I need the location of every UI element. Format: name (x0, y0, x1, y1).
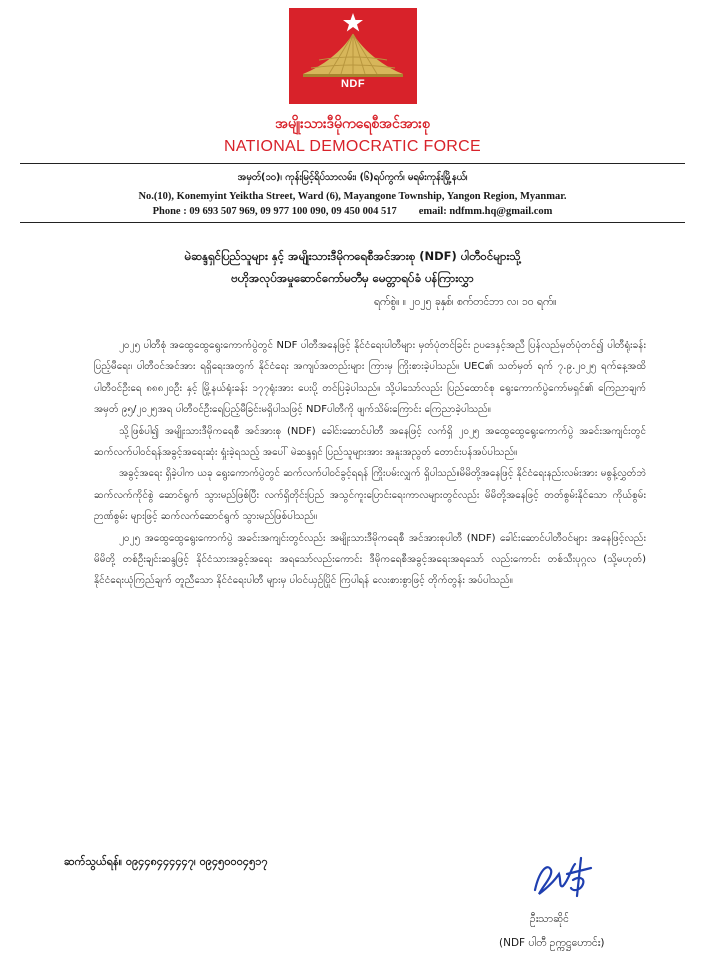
address-english: No.(10), Konemyint Yeiktha Street, Ward (6), Mayangone Township, Yangon Region, Myanmar. (138, 191, 567, 202)
email-address: email: ndfmm.hq@gmail.com (418, 206, 553, 217)
contact-phone: ဆက်သွယ်ရန်။ ၀၉၄၄၈၄၄၄၄၄၇၊ ၀၉၄၅၀၀၀၄၅၁၇ (64, 855, 268, 868)
header-divider-bottom (20, 222, 685, 223)
letter-title-line-1: မဲဆန္ဒရှင်ပြည်သူများ နှင့် အမျိုးသားဒီမိုကရေစီအင်အားစု (NDF) ပါတီဝင်များသို့ (184, 249, 521, 263)
header-divider-top (20, 163, 685, 164)
letter-body (94, 335, 646, 592)
phone-numbers: Phone : 09 693 507 969, 09 977 100 090, 09 450 004 517 (152, 206, 397, 217)
signer-title: (NDF ပါတီ ဥက္ကဋ္ဌဟောင်း) (499, 937, 605, 949)
signature-image (525, 850, 605, 905)
body-paragraph: အခွင့်အရေး ရှိခဲ့ပါက ယခု ရွေးကောက်ပွဲတွင် ဆက်လက်ပါဝင်ခွင့်ရရန် ကြိုးပမ်းလျှက် ရှိပါသည်။မိမိတို့အနေဖြင့် နိုင်ငံရေးနည်းလမ်းအား မစွန့်လွှတ်ဘဲ ဆက်လက်ကိုင်စွဲ ဆောင်ရွက် သွားမည်ဖြစ်ပြီး လက်ရှိတိုင်းပြည် အသွင်ကူးပြောင်းရေးကာလများတွင်လည်း မိမိတို့အနေဖြင့် တတ်စွမ်းနိုင်သော ကိုယ်စွမ်းဉာဏ်စွမ်း များဖြင့် ဆက်လက်ဆောင်ရွက် သွားမည်ဖြစ်ပါသည်။ (94, 468, 646, 523)
ndf-logo (289, 8, 417, 104)
logo-label: NDF (340, 78, 366, 90)
party-name-english: NATIONAL DEMOCRATIC FORCE (224, 138, 481, 155)
contact-line (0, 206, 705, 217)
letter-title-line-2: ဗဟိုအလုပ်အမှုဆောင်ကော်မတီမှ မေတ္တာရပ်ခံ ပန်ကြားလွှာ (231, 271, 474, 285)
letter-date: ရက်စွဲ။ ။ ၂၀၂၅ ခုနှစ်၊ စက်တင်ဘာ လ၊ ၁၀ ရက်။ (374, 296, 557, 308)
signer-name: ဦးသာဆိုင် (530, 913, 569, 925)
address-myanmar: အမှတ်(၁၀)၊ ကုန်းမြင့်ရိပ်သာလမ်း၊ (၆)ရပ်ကွက်၊ မရမ်းကုန်းမြို့နယ်၊ (237, 172, 468, 183)
body-paragraph: ၂၀၂၅ အထွေထွေရွေးကောက်ပွဲ အခင်းအကျင်းတွင်လည်း အမျိုးသားဒီမိုကရေစီ အင်အားစုပါတီ (NDF) ခေါင်းဆောင်ပါတီဝင်များ အနေဖြင့်လည်း မိမိတို့ တစ်ဦးချင်းဆန္ဒဖြင့် နိုင်ငံသားအခွင့်အရေး အရသော်လည်းကောင်း ဒီမိုကရေစီအခွင့်အရေးအရသော် လည်းကောင်း တစ်သီးပုဂ္ဂလ (သို့မဟုတ်) နိုင်ငံရေးယုံကြည်ချက် တူညီသော နိုင်ငံရေးပါတီ များမှ ပါဝင်ယှဉ်ပြိုင် ကြပါရန် လေးစားစွာဖြင့် တိုက်တွန်း အပ်ပါသည်။ (94, 532, 646, 587)
body-paragraph: ၂၀၂၅ ပါတီစုံ အထွေထွေရွေးကောက်ပွဲတွင် NDF ပါတီအနေဖြင့် နိုင်ငံရေးပါတီများ မှတ်ပုံတင်ခြင်း ဥပဒေနှင့်အညီ ပြန်လည်မှတ်ပုံတင်၍ ပါတီရုံးခန်းပြည့်မီရေး၊ ပါတီဝင်အင်အား ရရှိရေးအတွက် နိုင်ငံရေး အကျပ်အတည်းများ ကြားမှ ကြိုးစားခဲ့ပါသည်။ UEC၏ သတ်မှတ် ရက် ၇.၉.၂၀၂၅ ရက်နေ့အထိ ပါတီဝင်ဦးရေ ၈၈၈၂၀ဦး နှင့် မြို့နယ်ရုံးခန်း ၁၇၇ရုံးအား ပေးပို့ တင်ပြခဲ့ပါသည်။ သို့ပါသော်လည်း ပြည်ထောင်စု ရွေးကောက်ပွဲကော်မရှင်၏ ကြေညာချက် အမှတ် ၉၅/၂၀၂၅အရ ပါတီဝင်ဦးရေပြည့်မီခြင်းမရှိပါသဖြင့် NDFပါတီကို ဖျက်သိမ်းကြောင်း ကြေညာခဲ့ပါသည်။ (94, 340, 646, 416)
body-paragraph: သို့ဖြစ်ပါ၍ အမျိုးသားဒီမိုကရေစီ အင်အားစု (NDF) ခေါင်းဆောင်ပါတီ အနေဖြင့် လက်ရှိ ၂၀၂၅ အထွေထွေရွေးကောက်ပွဲ အခင်းအကျင်းတွင် ဆက်လက်ပါဝင်ရန်အခွင့်အရေးဆုံး ရှုံးခဲ့ရသည့် အပေါ် မဲဆန္ဒရှင် ပြည်သူများအား အနူးအညွတ် တောင်းပန်အပ်ပါသည်။ (94, 425, 646, 459)
party-name-myanmar: အမျိုးသားဒီမိုကရေစီအင်အားစု (275, 116, 430, 132)
